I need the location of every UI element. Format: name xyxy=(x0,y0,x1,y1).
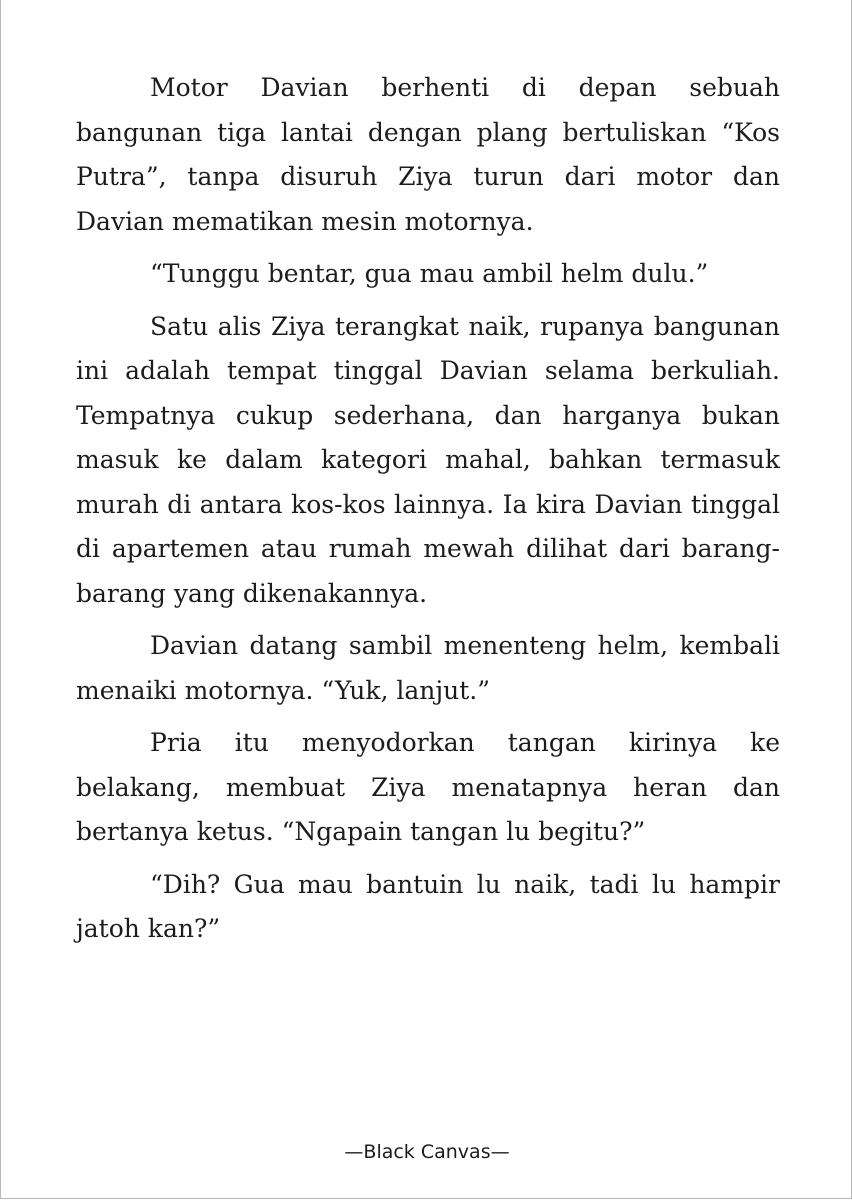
paragraph: “Dih? Gua mau bantuin lu naik, tadi lu hampir jatoh kan?” xyxy=(76,869,780,943)
paragraph: Davian datang sambil menenteng helm, kembali menaiki motornya. “Yuk, lanjut.” xyxy=(76,631,780,705)
body-text xyxy=(76,66,780,952)
paragraph: Pria itu menyodorkan tangan kirinya ke belakang, membuat Ziya menatapnya heran dan bertanya ketus. “Ngapain tangan lu begitu?” xyxy=(76,728,780,846)
page-footer: —Black Canvas— xyxy=(344,1141,510,1163)
paragraph: “Tunggu bentar, gua mau ambil helm dulu.” xyxy=(150,259,709,288)
paragraph: Motor Davian berhenti di depan sebuah bangunan tiga lantai dengan plang bertuliskan “Kos Putra”, tanpa disuruh Ziya turun dari motor dan Davian mematikan mesin motornya. xyxy=(76,73,780,236)
paragraph: Satu alis Ziya terangkat naik, rupanya bangunan ini adalah tempat tinggal Davian selama berkuliah. Tempatnya cukup sederhana, dan harganya bukan masuk ke dalam kategori mahal, bahkan termasuk murah di antara kos-kos lainnya. Ia kira Davian tinggal di apartemen atau rumah mewah dilihat dari barang-barang yang dikenakannya. xyxy=(76,311,780,608)
